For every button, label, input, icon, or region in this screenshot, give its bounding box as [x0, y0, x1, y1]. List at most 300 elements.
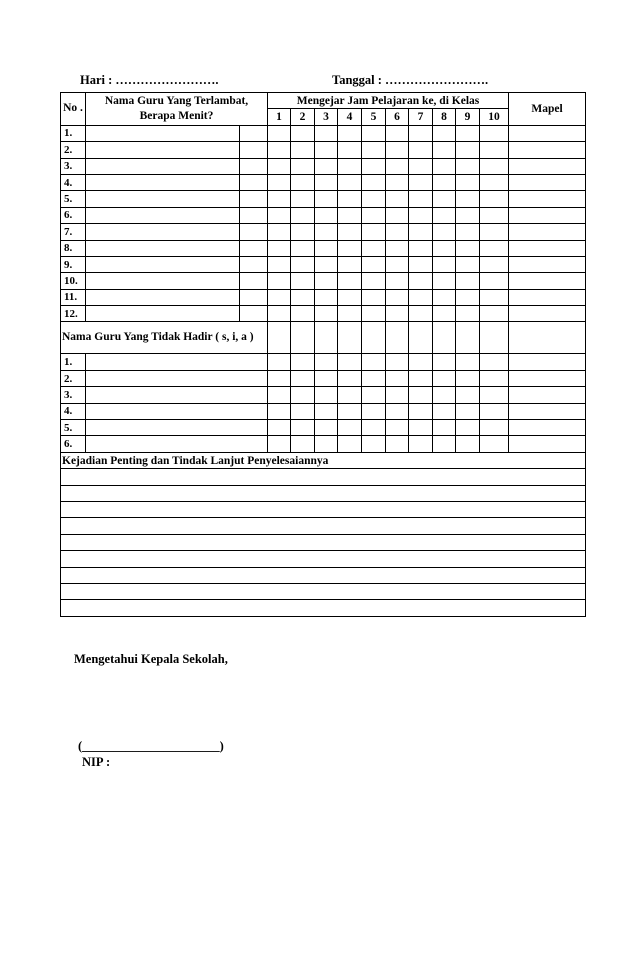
jam-slot[interactable] [291, 174, 315, 190]
jam-slot[interactable] [409, 125, 433, 141]
mapel-cell[interactable] [509, 125, 586, 141]
jam-slot[interactable] [268, 207, 291, 223]
jam-slot[interactable] [315, 387, 338, 403]
mapel-cell[interactable] [509, 174, 586, 190]
jam-slot[interactable] [268, 224, 291, 240]
jam-slot[interactable] [291, 306, 315, 322]
jam-slot[interactable] [291, 256, 315, 272]
jam-slot[interactable] [315, 306, 338, 322]
nama-cell[interactable] [86, 256, 240, 272]
mapel-cell[interactable] [509, 354, 586, 370]
jam-slot[interactable] [362, 322, 386, 354]
jam-slot[interactable] [409, 322, 433, 354]
jam-slot[interactable] [362, 224, 386, 240]
incident-heading-row [61, 452, 586, 468]
mapel-cell[interactable] [509, 207, 586, 223]
incident-line-cell[interactable] [61, 551, 586, 567]
mapel-cell[interactable] [509, 158, 586, 174]
incident-line-cell[interactable] [61, 518, 586, 534]
jam-slot[interactable] [362, 174, 386, 190]
jam-slot[interactable] [315, 370, 338, 386]
nama-cell[interactable] [86, 158, 240, 174]
jam-slot[interactable] [338, 420, 362, 436]
jam-slot[interactable] [409, 354, 433, 370]
menit-cell[interactable] [240, 224, 268, 240]
jam-slot[interactable] [433, 420, 456, 436]
mapel-cell[interactable] [509, 289, 586, 305]
jam-slot[interactable] [268, 354, 291, 370]
menit-cell[interactable] [240, 273, 268, 289]
jam-slot[interactable] [315, 191, 338, 207]
incident-line [61, 518, 586, 534]
absent-row [61, 354, 586, 370]
jam-slot[interactable] [338, 142, 362, 158]
jam-slot[interactable] [386, 273, 409, 289]
jam-slot[interactable] [315, 256, 338, 272]
jam-slot[interactable] [268, 125, 291, 141]
jam-slot[interactable] [338, 273, 362, 289]
menit-cell[interactable] [240, 306, 268, 322]
jam-slot[interactable] [433, 403, 456, 419]
jam-slot[interactable] [456, 387, 480, 403]
mapel-cell[interactable] [509, 256, 586, 272]
row-number: 3. [61, 158, 86, 174]
col-mapel-header: Mapel [509, 93, 586, 126]
jam-slot[interactable] [338, 256, 362, 272]
jam-slot[interactable] [409, 403, 433, 419]
jam-slot[interactable] [386, 436, 409, 452]
absent-row [61, 370, 586, 386]
jam-slot[interactable] [338, 224, 362, 240]
jam-slot[interactable] [268, 289, 291, 305]
jam-slot[interactable] [386, 322, 409, 354]
jam-slot[interactable] [480, 125, 509, 141]
incident-line-cell[interactable] [61, 485, 586, 501]
jam-slot[interactable] [433, 158, 456, 174]
jam-slot[interactable] [338, 207, 362, 223]
tanggal-field: Tanggal : ……………………. [332, 73, 489, 87]
jam-slot[interactable] [268, 256, 291, 272]
row-number: 4. [61, 174, 86, 190]
jam-slot[interactable] [409, 224, 433, 240]
incident-line [61, 469, 586, 485]
row-number: 6. [61, 436, 86, 452]
jam-slot[interactable] [362, 370, 386, 386]
jam-slot[interactable] [456, 191, 480, 207]
menit-cell[interactable] [240, 191, 268, 207]
jam-slot[interactable] [386, 354, 409, 370]
row-number: 8. [61, 240, 86, 256]
nama-cell[interactable] [86, 174, 240, 190]
mapel-cell[interactable] [509, 191, 586, 207]
jam-slot[interactable] [409, 191, 433, 207]
menit-cell[interactable] [240, 158, 268, 174]
jam-cell-5: 5 [362, 109, 386, 125]
jam-slot[interactable] [456, 354, 480, 370]
jam-slot[interactable] [291, 354, 315, 370]
jam-slot[interactable] [362, 240, 386, 256]
jam-slot[interactable] [291, 420, 315, 436]
jam-slot[interactable] [456, 306, 480, 322]
jam-slot[interactable] [409, 158, 433, 174]
jam-slot[interactable] [456, 403, 480, 419]
jam-slot[interactable] [291, 158, 315, 174]
jam-slot[interactable] [386, 125, 409, 141]
jam-slot[interactable] [480, 387, 509, 403]
jam-slot[interactable] [386, 370, 409, 386]
jam-cell-1: 1 [268, 109, 291, 125]
jam-slot[interactable] [480, 256, 509, 272]
incident-line [61, 551, 586, 567]
jam-cell-4: 4 [338, 109, 362, 125]
nama-cell[interactable] [86, 403, 268, 419]
jam-cell-3: 3 [315, 109, 338, 125]
jam-slot[interactable] [268, 142, 291, 158]
jam-slot[interactable] [291, 387, 315, 403]
jam-slot[interactable] [433, 289, 456, 305]
absent-heading: Nama Guru Yang Tidak Hadir ( s, i, a ) [61, 322, 268, 354]
jam-cell-9: 9 [456, 109, 480, 125]
jam-slot[interactable] [291, 436, 315, 452]
jam-slot[interactable] [456, 224, 480, 240]
nama-cell[interactable] [86, 306, 240, 322]
mapel-cell[interactable] [509, 403, 586, 419]
jam-slot[interactable] [456, 158, 480, 174]
jam-slot[interactable] [480, 306, 509, 322]
jam-slot[interactable] [338, 289, 362, 305]
mapel-cell[interactable] [509, 387, 586, 403]
nama-cell[interactable] [86, 224, 240, 240]
jam-slot[interactable] [362, 306, 386, 322]
jam-slot[interactable] [362, 207, 386, 223]
jam-slot[interactable] [338, 403, 362, 419]
mapel-cell[interactable] [509, 240, 586, 256]
incident-line-cell[interactable] [61, 469, 586, 485]
jam-slot[interactable] [433, 207, 456, 223]
jam-slot[interactable] [386, 306, 409, 322]
jam-cell-2: 2 [291, 109, 315, 125]
incident-line [61, 534, 586, 550]
nama-cell[interactable] [86, 436, 268, 452]
jam-cell-6: 6 [386, 109, 409, 125]
jam-slot[interactable] [386, 403, 409, 419]
jam-slot[interactable] [480, 370, 509, 386]
jam-slot[interactable] [338, 158, 362, 174]
jam-slot[interactable] [362, 354, 386, 370]
mapel-cell[interactable] [509, 420, 586, 436]
nama-cell[interactable] [86, 191, 240, 207]
mapel-cell[interactable] [509, 436, 586, 452]
row-number: 5. [61, 191, 86, 207]
incident-line-cell[interactable] [61, 583, 586, 599]
jam-slot[interactable] [338, 322, 362, 354]
jam-slot[interactable] [456, 420, 480, 436]
jam-slot[interactable] [433, 240, 456, 256]
jam-slot[interactable] [433, 370, 456, 386]
jam-slot[interactable] [315, 158, 338, 174]
jam-slot[interactable] [362, 387, 386, 403]
jam-slot[interactable] [291, 273, 315, 289]
jam-slot[interactable] [480, 224, 509, 240]
jam-slot[interactable] [386, 224, 409, 240]
jam-slot[interactable] [480, 174, 509, 190]
incident-line-cell[interactable] [61, 600, 586, 616]
jam-slot[interactable] [433, 436, 456, 452]
jam-slot[interactable] [362, 289, 386, 305]
jam-slot[interactable] [268, 322, 291, 354]
menit-cell[interactable] [240, 174, 268, 190]
late-row [61, 273, 586, 289]
jam-slot[interactable] [480, 322, 509, 354]
jam-slot[interactable] [409, 240, 433, 256]
menit-cell[interactable] [240, 256, 268, 272]
jam-slot[interactable] [480, 240, 509, 256]
jam-slot[interactable] [268, 436, 291, 452]
jam-slot[interactable] [268, 420, 291, 436]
incident-line [61, 583, 586, 599]
jam-slot[interactable] [362, 403, 386, 419]
jam-slot[interactable] [291, 142, 315, 158]
jam-slot[interactable] [480, 273, 509, 289]
absent-row [61, 436, 586, 452]
jam-slot[interactable] [456, 370, 480, 386]
jam-slot[interactable] [480, 142, 509, 158]
nama-cell[interactable] [86, 142, 240, 158]
jam-slot[interactable] [433, 354, 456, 370]
jam-slot[interactable] [456, 207, 480, 223]
nama-cell[interactable] [86, 207, 240, 223]
late-row [61, 240, 586, 256]
mapel-cell[interactable] [509, 306, 586, 322]
jam-slot[interactable] [338, 240, 362, 256]
jam-slot[interactable] [268, 158, 291, 174]
jam-slot[interactable] [433, 387, 456, 403]
incident-line-cell[interactable] [61, 534, 586, 550]
jam-slot[interactable] [268, 306, 291, 322]
late-row [61, 224, 586, 240]
jam-slot[interactable] [362, 191, 386, 207]
jam-slot[interactable] [362, 125, 386, 141]
jam-slot[interactable] [338, 306, 362, 322]
jam-slot[interactable] [456, 256, 480, 272]
jam-slot[interactable] [433, 224, 456, 240]
jam-slot[interactable] [480, 191, 509, 207]
jam-cell-7: 7 [409, 109, 433, 125]
col-mengajar-header: Mengejar Jam Pelajaran ke, di Kelas [268, 93, 509, 109]
jam-slot[interactable] [480, 158, 509, 174]
row-number: 3. [61, 387, 86, 403]
jam-slot[interactable] [409, 420, 433, 436]
row-number: 2. [61, 370, 86, 386]
mengetahui-label: Mengetahui Kepala Sekolah, [74, 652, 228, 666]
jam-slot[interactable] [338, 191, 362, 207]
row-number: 6. [61, 207, 86, 223]
mapel-cell[interactable] [509, 273, 586, 289]
menit-cell[interactable] [240, 142, 268, 158]
jam-slot[interactable] [362, 436, 386, 452]
absent-row [61, 387, 586, 403]
menit-cell[interactable] [240, 125, 268, 141]
jam-slot[interactable] [386, 191, 409, 207]
jam-slot[interactable] [268, 403, 291, 419]
jam-slot[interactable] [338, 436, 362, 452]
absent-heading-row [61, 322, 586, 354]
jam-slot[interactable] [386, 174, 409, 190]
jam-slot[interactable] [291, 125, 315, 141]
mapel-cell[interactable] [509, 322, 586, 354]
nama-cell[interactable] [86, 420, 268, 436]
jam-slot[interactable] [433, 125, 456, 141]
jam-slot[interactable] [386, 289, 409, 305]
jam-slot[interactable] [315, 420, 338, 436]
jam-slot[interactable] [362, 256, 386, 272]
jam-slot[interactable] [362, 420, 386, 436]
jam-slot[interactable] [291, 370, 315, 386]
jam-slot[interactable] [291, 322, 315, 354]
jam-slot[interactable] [268, 273, 291, 289]
mapel-cell[interactable] [509, 142, 586, 158]
jam-slot[interactable] [409, 273, 433, 289]
jam-slot[interactable] [456, 125, 480, 141]
jam-slot[interactable] [409, 306, 433, 322]
jam-slot[interactable] [433, 174, 456, 190]
jam-slot[interactable] [480, 403, 509, 419]
jam-slot[interactable] [268, 174, 291, 190]
jam-slot[interactable] [315, 403, 338, 419]
nama-cell[interactable] [86, 370, 268, 386]
jam-slot[interactable] [386, 142, 409, 158]
jam-slot[interactable] [338, 354, 362, 370]
jam-slot[interactable] [268, 387, 291, 403]
jam-slot[interactable] [291, 240, 315, 256]
jam-slot[interactable] [409, 142, 433, 158]
jam-slot[interactable] [386, 158, 409, 174]
late-row [61, 289, 586, 305]
jam-slot[interactable] [338, 387, 362, 403]
jam-slot[interactable] [315, 354, 338, 370]
nama-cell[interactable] [86, 125, 240, 141]
jam-slot[interactable] [291, 224, 315, 240]
header-row [61, 93, 586, 109]
jam-slot[interactable] [315, 322, 338, 354]
jam-slot[interactable] [315, 240, 338, 256]
jam-slot[interactable] [362, 273, 386, 289]
nama-cell[interactable] [86, 289, 240, 305]
jam-slot[interactable] [409, 436, 433, 452]
nama-cell[interactable] [86, 354, 268, 370]
jam-slot[interactable] [433, 142, 456, 158]
jam-slot[interactable] [291, 191, 315, 207]
jam-slot[interactable] [409, 289, 433, 305]
col-no-header: No . [61, 93, 86, 126]
incident-line-cell[interactable] [61, 567, 586, 583]
nama-cell[interactable] [86, 240, 240, 256]
nip-label: NIP : [82, 755, 111, 769]
jam-slot[interactable] [386, 207, 409, 223]
jam-slot[interactable] [291, 207, 315, 223]
row-number: 12. [61, 306, 86, 322]
incident-line [61, 600, 586, 616]
jam-slot[interactable] [480, 289, 509, 305]
jam-slot[interactable] [409, 387, 433, 403]
incident-line [61, 485, 586, 501]
jam-slot[interactable] [315, 174, 338, 190]
hari-field: Hari : ……………………. [80, 73, 219, 87]
jam-slot[interactable] [433, 322, 456, 354]
jam-slot[interactable] [338, 370, 362, 386]
jam-slot[interactable] [268, 191, 291, 207]
jam-slot[interactable] [433, 306, 456, 322]
jam-slot[interactable] [362, 158, 386, 174]
jam-slot[interactable] [268, 240, 291, 256]
nama-cell[interactable] [86, 273, 240, 289]
incident-line-cell[interactable] [61, 501, 586, 517]
jam-slot[interactable] [315, 142, 338, 158]
jam-slot[interactable] [456, 289, 480, 305]
jam-slot[interactable] [480, 420, 509, 436]
nama-cell[interactable] [86, 387, 268, 403]
jam-slot[interactable] [386, 256, 409, 272]
jam-slot[interactable] [409, 370, 433, 386]
jam-slot[interactable] [480, 436, 509, 452]
jam-slot[interactable] [456, 436, 480, 452]
jam-slot[interactable] [315, 125, 338, 141]
jam-slot[interactable] [480, 354, 509, 370]
jam-slot[interactable] [409, 256, 433, 272]
jam-slot[interactable] [338, 174, 362, 190]
jam-slot[interactable] [433, 256, 456, 272]
jam-slot[interactable] [291, 289, 315, 305]
jam-slot[interactable] [338, 125, 362, 141]
menit-cell[interactable] [240, 289, 268, 305]
jam-slot[interactable] [456, 273, 480, 289]
jam-slot[interactable] [409, 207, 433, 223]
jam-slot[interactable] [433, 273, 456, 289]
mapel-cell[interactable] [509, 224, 586, 240]
jam-slot[interactable] [386, 387, 409, 403]
jam-slot[interactable] [456, 322, 480, 354]
jam-slot[interactable] [315, 207, 338, 223]
jam-slot[interactable] [456, 174, 480, 190]
row-number: 1. [61, 125, 86, 141]
jam-slot[interactable] [456, 240, 480, 256]
late-row [61, 174, 586, 190]
jam-slot[interactable] [315, 273, 338, 289]
jam-slot[interactable] [268, 370, 291, 386]
jam-slot[interactable] [315, 224, 338, 240]
incident-line [61, 567, 586, 583]
absent-row [61, 403, 586, 419]
jam-slot[interactable] [480, 207, 509, 223]
jam-slot[interactable] [433, 191, 456, 207]
jam-slot[interactable] [315, 436, 338, 452]
incident-heading: Kejadian Penting dan Tindak Lanjut Penyelesaiannya [61, 452, 586, 468]
jam-slot[interactable] [362, 142, 386, 158]
mapel-cell[interactable] [509, 370, 586, 386]
jam-slot[interactable] [386, 420, 409, 436]
row-number: 4. [61, 403, 86, 419]
jam-slot[interactable] [291, 403, 315, 419]
jam-slot[interactable] [456, 142, 480, 158]
jam-slot[interactable] [409, 174, 433, 190]
menit-cell[interactable] [240, 207, 268, 223]
jam-cell-10: 10 [480, 109, 509, 125]
row-number: 11. [61, 289, 86, 305]
late-row [61, 125, 586, 141]
jam-slot[interactable] [386, 240, 409, 256]
jam-slot[interactable] [315, 289, 338, 305]
menit-cell[interactable] [240, 240, 268, 256]
